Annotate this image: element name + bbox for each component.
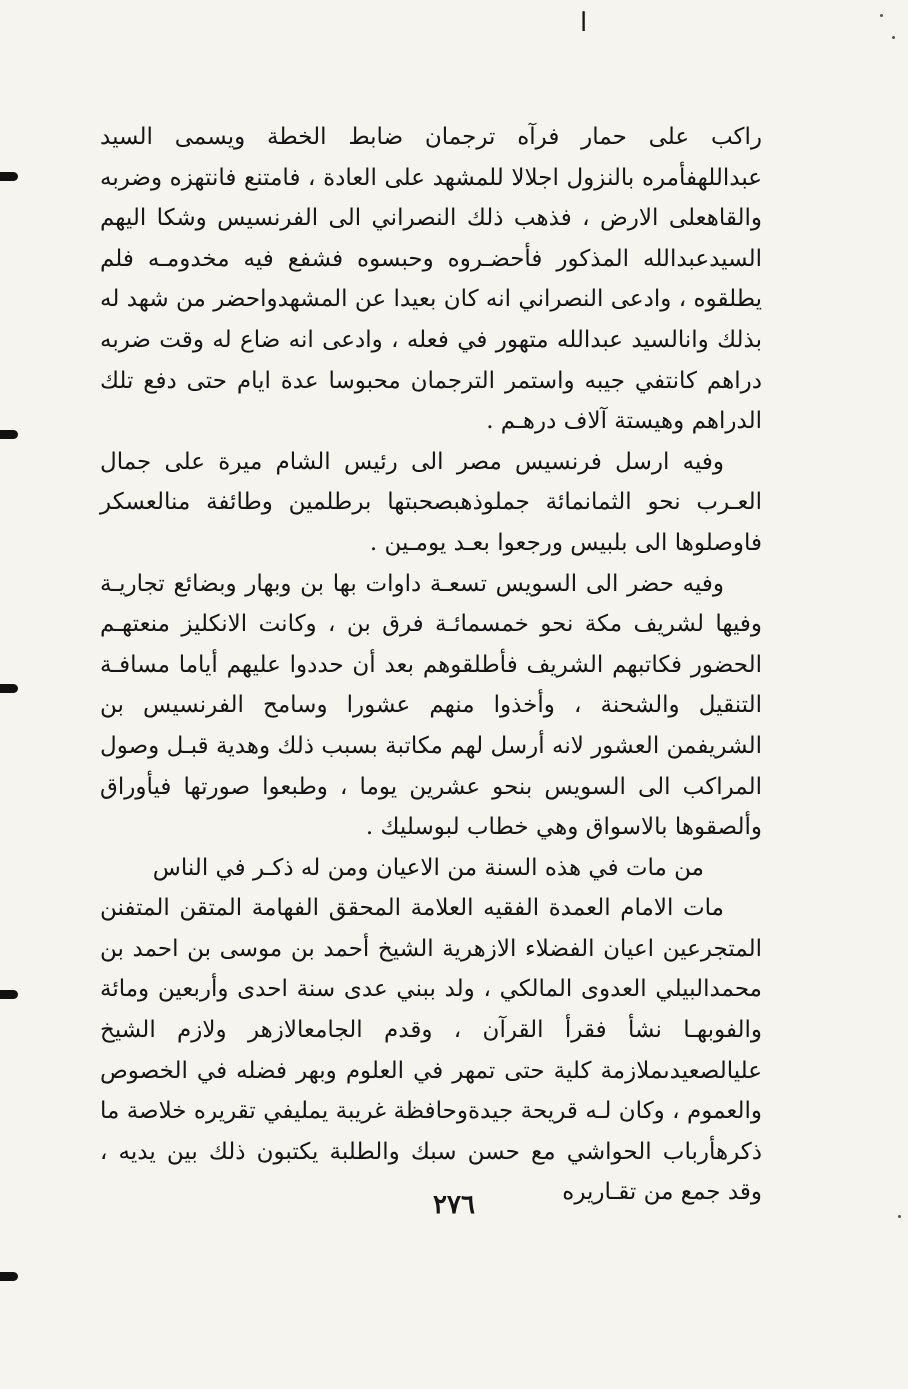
- binding-hole-mark: [0, 990, 18, 999]
- paragraph-2: وفيه ارسل فرنسيس مصر الى رئيس الشام ميرة على جمال العـرب نحو الثمانمائة جملوذهبصحبتها برطلمين وطائفة منالعسكر فاوصلوها الى بلبيس ورجعوا بعـد يومـين .: [100, 448, 762, 556]
- page-number: ٢٧٦: [433, 1190, 475, 1220]
- paragraph-3: وفيه حضر الى السويس تسعـة داوات بها بن وبهار وبضائع تجاريـة وفيها لشريف مكة نحو خمسمائـة فرق بن ، وكانت الانكليز منعتهـم الحضور فكاتبهم الشريف فأطلقوهم بعد أن حددوا عليهم أياما مسافـة التنقيل والشحنة ، وأخذوا منهم عشورا وسامح الفرنسيس بن الشريفمن العشور لانه أرسل لهم مكاتبة بسبب ذلك وهدية قبـل وصول المراكب الى السويس بنحو عشرين يوما ، وطبعوا صورتها فيأوراق وألصقوها بالاسواق وهي خطاب لبوسليك .: [100, 570, 762, 841]
- top-margin-mark: ا: [580, 8, 588, 38]
- paper-speck: [892, 36, 895, 39]
- main-text-body: [100, 117, 762, 1213]
- paragraph-4: مات الامام العمدة الفقيه العلامة المحقق الفهامة المتقن المتفنن المتجرعين اعيان الفضلاء الازهرية الشيخ أحمد بن موسى بن احمد بن محمدالبيلي العدوى المالكي ، ولد ببني عدى سنة احدى وأربعين ومائة والفوبهـا نشأ فقرأ القرآن ، وقدم الجامعالازهر ولازم الشيخ عليالصعيدىملازمة كلية حتى تمهر في العلوم وبهر فضله في الخصوص والعموم ، وكان لـه قريحة جيدةوحافظة غريبة يمليفي تقريره خلاصة ما ذكرهأرباب الحواشي مع حسن سبك والطلبة يكتبون ذلك بين يديه ، وقد جمع من تقـاريره: [100, 895, 762, 1206]
- binding-hole-mark: [0, 172, 18, 181]
- binding-hole-mark: [0, 1272, 18, 1281]
- paragraph-1: راكب على حمار فرآه ترجمان ضابط الخطة ويسمى السيد عبداللهفأمره بالنزول اجلالا للمشهد على العادة ، فامتنع فانتهزه وضربه والقاهعلى الارض ، فذهب ذلك النصراني الى الفرنسيس وشكا اليهم السيدعبدالله المذكور فأحضـروه وحبسوه فشفع فيه مخدومـه فلم يطلقوه ، وادعى النصراني انه كان بعيدا عن المشهدواحضر من شهد له بذلك وانالسيد عبدالله متهور في فعله ، وادعى انه ضاع له وقت ضربه دراهم كانتفي جيبه واستمر الترجمان محبوسا عدة ايام حتى دفع تلك الدراهم وهيستة آلاف درهـم .: [100, 124, 762, 435]
- section-heading: من مات في هذه السنة من الاعيان ومن له ذكـر في الناس: [152, 854, 704, 881]
- binding-hole-mark: [0, 684, 18, 693]
- paper-speck: [880, 14, 883, 17]
- binding-hole-mark: [0, 430, 18, 439]
